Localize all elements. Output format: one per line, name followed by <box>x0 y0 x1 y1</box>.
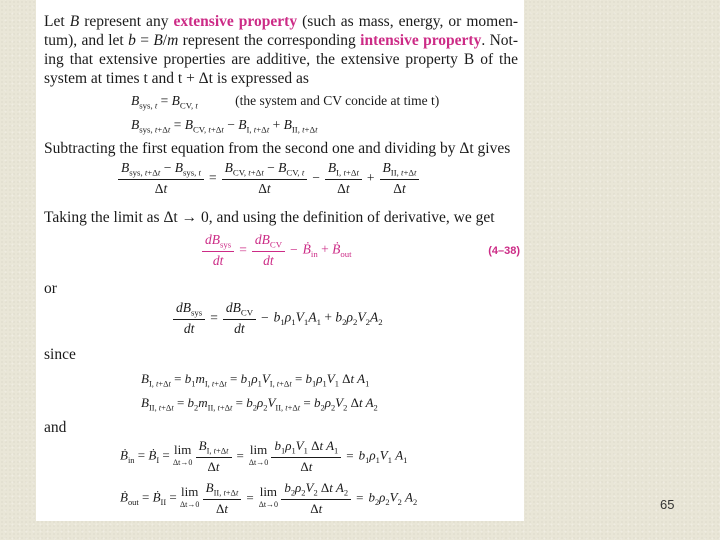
paragraph-line-1: Let B represent any extensive property (such as mass, energy, or momen- <box>44 13 519 30</box>
since-label: since <box>44 346 76 363</box>
subtract-sentence: Subtracting the first equation from the second one and dividing by Δt gives <box>44 140 511 157</box>
equation-4-38: $\frac{dB_{sys}}{dt}$ = $\frac{dB_{CV}}{dt}$ − Ḃ$_{in}$ + Ḃ$_{out}$ <box>202 232 352 269</box>
equation-difference-quotient: $\frac{B_{sys, t+\Delta t} - B_{sys, t}}{\Delta t}$ = $\frac{B_{CV, t+\Delta t} - B_{CV, t}}{\Delta t}$ − $\frac{B_{I, t+\Delta t}}{\Delta t}$ + $\frac{B_{II, t+\Delta t}}{\Delta t}$ <box>118 160 419 197</box>
equation-rate-form: $\frac{dB_{sys}}{dt}$ = $\frac{dB_{CV}}{dt}$ − $b_1\rho_1V_1A_1 + b_2\rho_2V_2A_2$ <box>173 300 383 337</box>
eq1-note: (the system and CV concide at time t) <box>235 93 440 108</box>
equation-region-one: $B_{I, t+\Delta t} = b_1m_{I, t+\Delta t} = b_1\rho_1V_{I, t+\Delta t} = b_1\rho_1V_1$ Δt $A_1$ <box>141 371 370 389</box>
limit-sentence: Taking the limit as Δt → 0, and using the definition of derivative, we get <box>44 209 495 226</box>
equation-number: (4–38) <box>488 245 520 257</box>
paragraph-line-3: ing that extensive properties are additive, the extensive property B of the <box>44 51 518 68</box>
equation-system-time-t-dt: $B_{sys, t+\Delta t} = B_{CV, t+\Delta t} - B_{I, t+\Delta t} + B_{II, t+\Delta t}$ <box>131 117 318 135</box>
paragraph-line-4: system at times t and t + Δt is expressed as <box>44 70 309 87</box>
equation-system-time-t: $B_{sys, t} = B_{CV, t}$ (the system and CV concide at time t) <box>131 93 440 111</box>
textbook-page <box>36 0 524 521</box>
equation-b-in: Ḃ$_{in}$ = Ḃ$_I$ = lim Δt→0 $\frac{B_{I, t+\Delta t}}{\Delta t}$ = lim Δt→0 $\frac{b_1\rho_1V_1 \Delta t A_1}{\Delta t}$ = $b_1\rho_1V_1$ $A_1$ <box>120 438 408 474</box>
or-label: or <box>44 280 57 297</box>
and-label: and <box>44 419 67 436</box>
slide-page-number: 65 <box>660 497 675 512</box>
intensive-property-term: intensive property <box>360 32 482 49</box>
equation-region-two: $B_{II, t+\Delta t} = b_2m_{II, t+\Delta t} = b_2\rho_2V_{II, t+\Delta t} = b_2\rho_2V_2$ Δt $A_2$ <box>141 395 378 413</box>
extensive-property-term: extensive property <box>173 13 298 30</box>
paragraph-line-2: tum), and let b = B/m represent the corresponding intensive property. Not- <box>44 32 518 49</box>
equation-b-out: Ḃ$_{out}$ = Ḃ$_{II}$ = lim Δt→0 $\frac{B_{II, t+\Delta t}}{\Delta t}$ = lim Δt→0 $\frac{b_2\rho_2V_2 \Delta t A_2}{\Delta t}$ = $b_2\rho_2V_2$ $A_2$ <box>120 480 418 516</box>
